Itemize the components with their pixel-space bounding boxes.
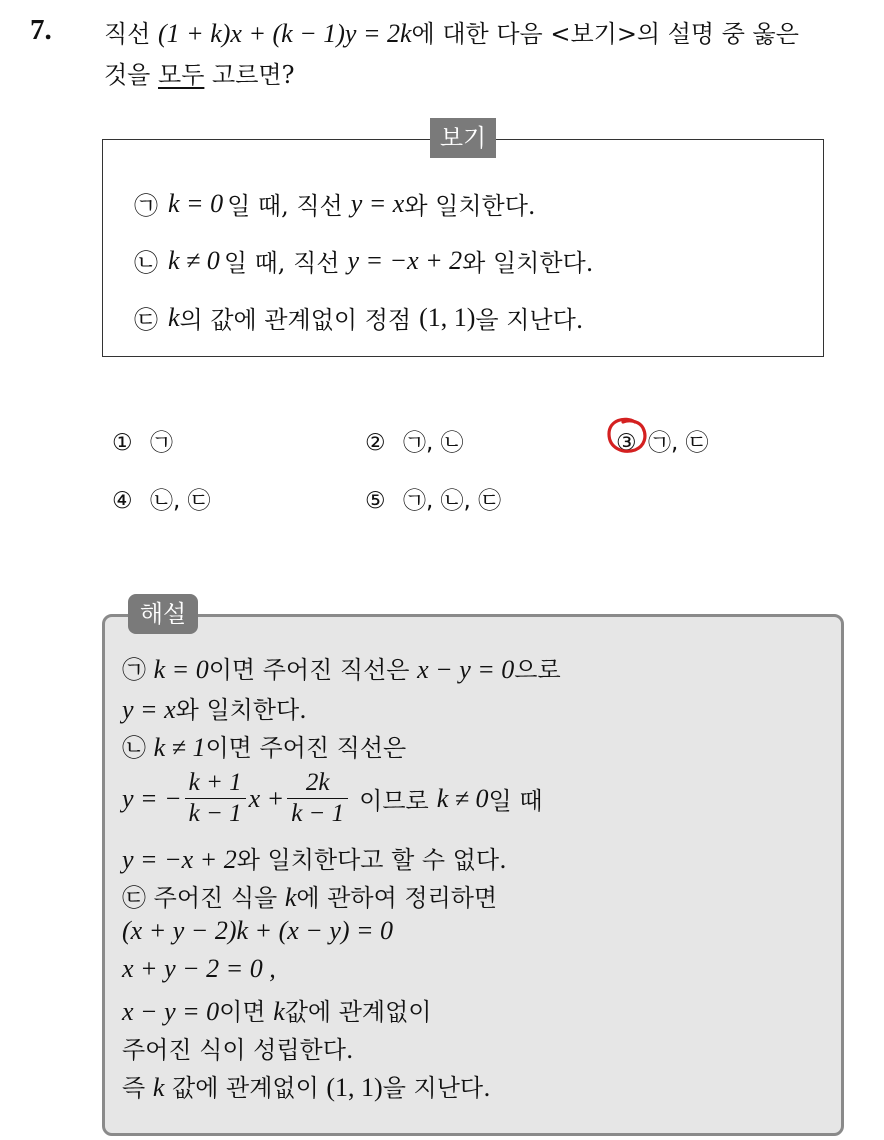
question-line2-prefix: 것을 [104, 61, 151, 89]
solution-line1-text2: 으로 [514, 656, 561, 684]
choice-4-text: ㉡, ㉢ [149, 488, 211, 514]
solution-line2-math: y = x [122, 695, 176, 724]
solution-line-2 [122, 690, 307, 725]
choice-2[interactable] [365, 424, 464, 457]
solution-line-3 [122, 728, 406, 763]
solution-line11-math2: (1, 1) [326, 1073, 383, 1102]
solution-line3-math: k ≠ 1 [153, 733, 206, 762]
choice-1-text: ㉠ [149, 430, 173, 456]
solution-line3-text: 이면 주어진 직선은 [205, 734, 407, 762]
solution-label: 해설 [128, 594, 198, 634]
choice-5-number: ⑤ [365, 488, 386, 514]
bogi-item-2 [134, 243, 593, 278]
bogi-marker-3: ㉢ [134, 306, 158, 334]
bogi-text-3: 의 값에 관계없이 정점 [179, 306, 412, 334]
bogi-marker-2: ㉡ [134, 249, 158, 277]
solution-line1-math: k = 0 [153, 655, 209, 684]
solution-marker-2: ㉡ [122, 734, 146, 762]
choice-4[interactable] [112, 482, 211, 515]
solution-line4-mid: x + [248, 783, 285, 813]
solution-marker-1: ㉠ [122, 656, 146, 684]
bogi-text2-2: 와 일치한다. [462, 249, 594, 277]
solution-line4-lhs: y = − [122, 783, 182, 813]
question-emphasis: 모두 [158, 61, 205, 89]
solution-line9-text2: 값에 관계없이 [284, 998, 432, 1026]
choice-3-number: ③ [616, 430, 637, 456]
bogi-label: 보기 [430, 118, 496, 158]
solution-line-8 [122, 954, 276, 984]
bogi-math2-3: (1, 1) [419, 302, 476, 332]
solution-line8-math: x + y − 2 = 0 , [122, 954, 276, 983]
fraction-2-numerator: 2k [305, 769, 330, 796]
solution-line4-text: 이므로 [359, 787, 429, 815]
solution-line1-text: 이면 주어진 직선은 [208, 656, 410, 684]
fraction-2-denominator: k − 1 [287, 798, 348, 829]
choice-3-text: ㉠, ㉢ [647, 430, 709, 456]
fraction-1-numerator: k + 1 [188, 769, 242, 796]
bogi-item-3 [134, 300, 583, 335]
bogi-math-3: k [168, 302, 180, 332]
solution-line6-text2: 에 관하여 정리하면 [296, 884, 498, 912]
solution-line9-math2: k [273, 997, 285, 1026]
solution-line5-math: y = −x + 2 [122, 845, 237, 874]
bogi-text-1: 일 때, 직선 [227, 192, 343, 220]
solution-line2-text: 와 일치한다. [175, 696, 307, 724]
question-line-1 [104, 14, 799, 49]
question-number: 7. [30, 14, 52, 46]
solution-line-5 [122, 840, 507, 875]
fraction-1 [185, 768, 246, 829]
bogi-math-1: k = 0 [168, 188, 224, 218]
bogi-math2-1: y = x [350, 188, 405, 218]
question-line1-prefix: 직선 [104, 20, 151, 48]
solution-line-11 [122, 1068, 491, 1103]
solution-line10-text: 주어진 식이 성립한다. [122, 1036, 354, 1064]
solution-line4-text2: 일 때 [488, 787, 543, 815]
solution-line11-text: 즉 [122, 1074, 146, 1102]
choice-1-number: ① [112, 430, 133, 456]
question-equation: (1 + k)x + (k − 1)y = 2k [158, 19, 412, 48]
solution-line-6 [122, 878, 497, 913]
choice-5[interactable] [365, 482, 501, 515]
solution-line11-text3: 을 지난다. [382, 1074, 491, 1102]
solution-line4-math: k ≠ 0 [436, 783, 489, 813]
choice-2-number: ② [365, 430, 386, 456]
solution-marker-3: ㉢ [122, 884, 146, 912]
question-line1-suffix: 에 대한 다음 <보기>의 설명 중 옳은 [411, 20, 799, 48]
solution-line-1 [122, 650, 561, 685]
bogi-marker-1: ㉠ [134, 192, 158, 220]
choice-5-text: ㉠, ㉡, ㉢ [402, 488, 502, 514]
solution-line-10 [122, 1030, 354, 1065]
question-line2-suffix: 고르면? [212, 61, 295, 89]
solution-line-4 [122, 768, 543, 829]
bogi-text2-1: 와 일치한다. [404, 192, 536, 220]
choice-2-text: ㉠, ㉡ [402, 430, 464, 456]
solution-line1-math2: x − y = 0 [417, 655, 515, 684]
solution-line6-text: 주어진 식을 [153, 884, 278, 912]
fraction-2 [287, 768, 348, 829]
bogi-text2-3: 을 지난다. [475, 306, 584, 334]
solution-line11-text2: 값에 관계없이 [172, 1074, 319, 1102]
solution-line11-math: k [152, 1073, 165, 1102]
bogi-item-1 [134, 186, 536, 221]
fraction-1-denominator: k − 1 [185, 798, 246, 829]
solution-line9-math: x − y = 0 [122, 997, 220, 1026]
solution-line7-math: (x + y − 2)k + (x − y) = 0 [122, 916, 394, 945]
bogi-math-2: k ≠ 0 [168, 245, 220, 275]
bogi-math2-2: y = −x + 2 [347, 245, 463, 275]
solution-line6-math: k [284, 883, 297, 912]
solution-line5-text: 와 일치한다고 할 수 없다. [236, 846, 507, 874]
solution-line-7 [122, 916, 393, 946]
choice-1[interactable] [112, 424, 173, 457]
solution-line-9 [122, 992, 431, 1027]
answer-circle-mark [605, 416, 649, 456]
choice-4-number: ④ [112, 488, 133, 514]
bogi-text-2: 일 때, 직선 [223, 249, 340, 277]
solution-line9-text: 이면 [219, 998, 266, 1026]
question-line-2 [104, 55, 294, 90]
